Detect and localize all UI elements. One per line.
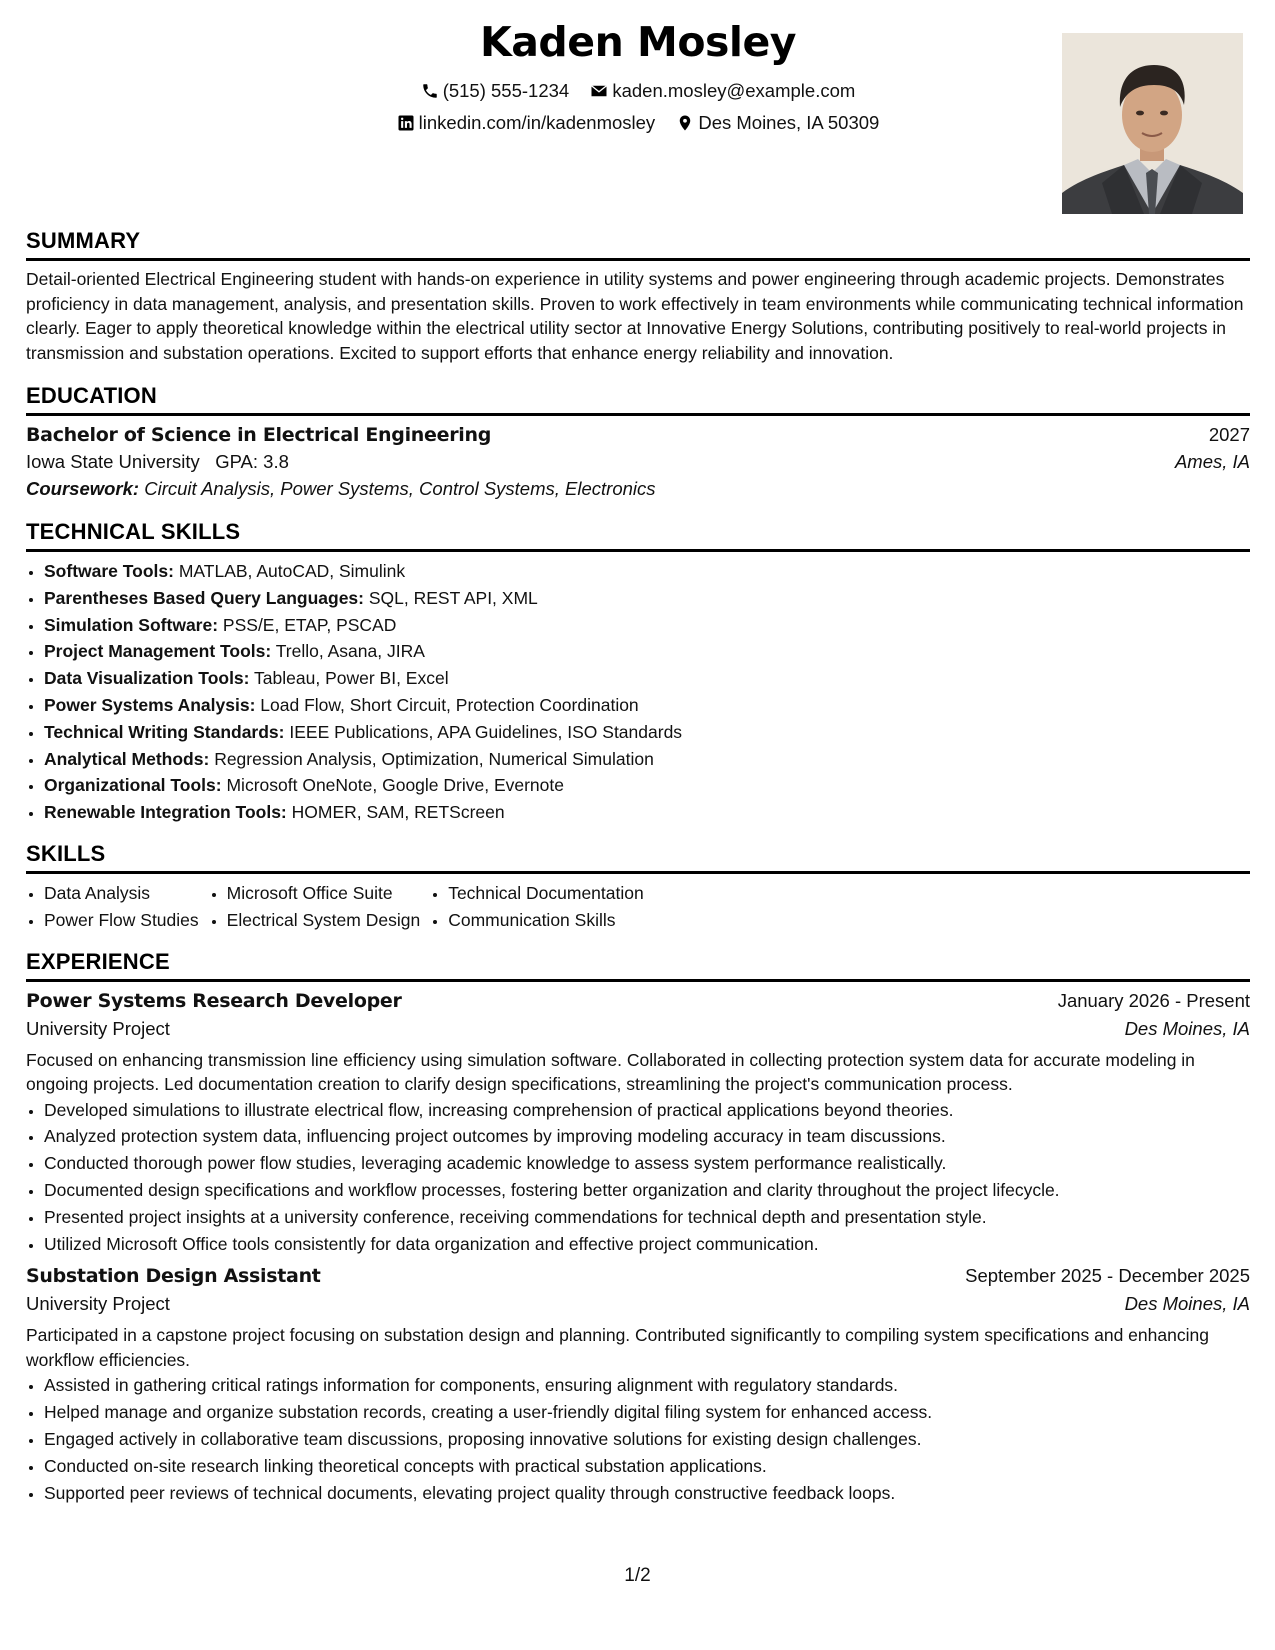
job-bullet: • Developed simulations to illustrate electrical flow, increasing comprehension of practical applications beyond theories.: [44, 1097, 1250, 1124]
job-location: Des Moines, IA: [1124, 1293, 1250, 1315]
job-summary: Focused on enhancing transmission line efficiency using simulation software. Collaborated in collecting protection system data for accurate modeling in ongoing projects. Led documentation creation to clarify design specifications, streamlining the project's communication process.: [26, 1049, 1195, 1095]
job-title: Substation Design Assistant: [26, 1265, 321, 1288]
skill-value: Tableau, Power BI, Excel: [254, 668, 449, 689]
job-bullets: [26, 1372, 1250, 1506]
technical-skills-heading: TECHNICAL SKILLS: [26, 519, 1250, 552]
skill-label: Renewable Integration Tools:: [44, 802, 287, 823]
school-info: [26, 451, 289, 473]
location-text: Des Moines, IA 50309: [698, 112, 880, 133]
coursework-list: Circuit Analysis, Power Systems, Control Systems, Electronics: [144, 478, 656, 499]
resume-header: [26, 0, 1250, 228]
skill-label: Data Visualization Tools:: [44, 668, 250, 689]
job-bullet: • Assisted in gathering critical ratings information for components, ensuring alignment with regulatory standards.: [44, 1372, 1250, 1399]
skill-item: • Power Flow Studies: [44, 907, 199, 934]
job-summary: Participated in a capstone project focusing on substation design and planning. Contributed significantly to compiling system specifications and enhancing workflow efficiencies.: [26, 1325, 1209, 1370]
experience-heading: EXPERIENCE: [26, 949, 1250, 982]
job-title: Power Systems Research Developer: [26, 989, 402, 1012]
job-entry: [26, 1265, 1250, 1506]
job-org-row: [26, 1293, 1250, 1315]
skill-label: Organizational Tools:: [44, 775, 222, 796]
technical-skill-item: [44, 638, 1250, 665]
coursework-line: [26, 478, 1250, 500]
phone-text: (515) 555-1234: [442, 80, 570, 101]
skill-item: • Communication Skills: [448, 907, 644, 934]
summary-text: Detail-oriented Electrical Engineering student with hands-on experience in utility systems and power engineering through academic projects. Demonstrates proficiency in data management, analysis, and presentation skills. Proven to work effectively in team environments while communicating technical information clearly. Eager to apply theoretical knowledge within the electrical utility sector at Innovative Energy Solutions, contributing positively to real-world projects in transmission and substation operations. Excited to support efforts that enhance energy reliability and innovation.: [26, 269, 1244, 363]
skill-value: Regression Analysis, Optimization, Numerical Simulation: [214, 748, 654, 769]
skill-label: Simulation Software:: [44, 614, 219, 635]
education-school-row: [26, 451, 1250, 473]
page-number: 1/2: [624, 1565, 651, 1586]
job-org: University Project: [26, 1017, 170, 1039]
job-title-row: [26, 990, 1250, 1012]
candidate-name: Kaden Mosley: [479, 18, 796, 66]
job-dates: January 2026 - Present: [1057, 989, 1250, 1011]
skill-value: IEEE Publications, APA Guidelines, ISO Standards: [289, 721, 683, 742]
technical-skill-item: [44, 612, 1250, 639]
gpa: GPA: 3.8: [215, 451, 289, 472]
job-bullet: • Analyzed protection system data, influencing project outcomes by improving modeling accuracy in team discussions.: [44, 1123, 1250, 1150]
skills-heading: SKILLS: [26, 841, 1250, 874]
technical-skill-item: [44, 746, 1250, 773]
job-bullet: • Helped manage and organize substation records, creating a user-friendly digital filing system for enhanced access.: [44, 1399, 1250, 1426]
skill-value: Microsoft OneNote, Google Drive, Evernote: [226, 775, 564, 796]
skill-value: Load Flow, Short Circuit, Protection Coordination: [260, 694, 639, 715]
job-bullet: • Conducted thorough power flow studies, leveraging academic knowledge to assess system performance realistically.: [44, 1150, 1250, 1177]
skill-item: • Microsoft Office Suite: [227, 880, 421, 907]
job-org: University Project: [26, 1293, 170, 1315]
job-entry: [26, 990, 1250, 1258]
technical-skills-list: [26, 558, 1250, 826]
graduation-year: 2027: [1208, 424, 1250, 445]
technical-skill-item: [44, 558, 1250, 585]
resume-page: [26, 0, 1250, 1506]
envelope-icon: [590, 82, 608, 100]
school-location: Ames, IA: [1174, 451, 1250, 472]
summary-heading: SUMMARY: [26, 228, 1250, 261]
skill-value: PSS/E, ETAP, PSCAD: [222, 614, 397, 635]
job-bullet: • Utilized Microsoft Office tools consistently for data organization and effective project communication.: [44, 1231, 1250, 1258]
technical-skill-item: [44, 719, 1250, 746]
technical-skill-item: [44, 772, 1250, 799]
contact-email[interactable]: [590, 80, 855, 102]
education-heading: EDUCATION: [26, 383, 1250, 416]
skill-label: Project Management Tools:: [44, 641, 272, 662]
skill-label: Software Tools:: [44, 561, 174, 581]
skill-item: • Electrical System Design: [227, 907, 421, 934]
contact-linkedin[interactable]: [397, 112, 656, 134]
degree-title: Bachelor of Science in Electrical Engineering: [26, 424, 491, 446]
school-name: Iowa State University: [26, 451, 200, 472]
job-bullet: • Engaged actively in collaborative team discussions, proposing innovative solutions for existing design challenges.: [44, 1426, 1250, 1453]
portrait-illustration: [1062, 33, 1243, 214]
technical-skills-section: [26, 519, 1250, 826]
skill-item: • Technical Documentation: [448, 880, 644, 907]
technical-skill-item: [44, 585, 1250, 612]
summary-section: [26, 228, 1250, 365]
education-section: [26, 383, 1250, 500]
skill-value: SQL, REST API, XML: [368, 587, 538, 608]
job-bullet: • Presented project insights at a university conference, receiving commendations for technical depth and presentation style.: [44, 1204, 1250, 1231]
phone-icon: [421, 82, 439, 100]
job-location: Des Moines, IA: [1124, 1017, 1250, 1039]
job-bullet: • Conducted on-site research linking theoretical concepts with practical substation applications.: [44, 1453, 1250, 1480]
technical-skill-item: [44, 799, 1250, 826]
job-bullet: • Documented design specifications and workflow processes, fostering better organization and clarity throughout the project lifecycle.: [44, 1177, 1250, 1204]
technical-skill-item: [44, 692, 1250, 719]
job-bullets: [26, 1097, 1250, 1258]
skills-grid: [26, 880, 1250, 934]
skills-column-2: [209, 880, 421, 934]
contact-phone[interactable]: [421, 80, 570, 102]
job-org-row: [26, 1018, 1250, 1040]
skills-column-3: [430, 880, 644, 934]
skill-label: Technical Writing Standards:: [44, 721, 285, 742]
experience-section: [26, 949, 1250, 1507]
skill-value: Trello, Asana, JIRA: [275, 641, 425, 662]
map-pin-icon: [676, 114, 694, 132]
technical-skill-item: [44, 665, 1250, 692]
linkedin-text: linkedin.com/in/kadenmosley: [418, 112, 656, 133]
linkedin-icon: [397, 114, 415, 132]
job-bullet: • Supported peer reviews of technical documents, elevating project quality through constructive feedback loops.: [44, 1480, 1250, 1507]
profile-photo: [1062, 33, 1243, 214]
skill-label: Parentheses Based Query Languages:: [44, 587, 364, 608]
job-dates: September 2025 - December 2025: [965, 1265, 1250, 1287]
job-title-row: [26, 1265, 1250, 1287]
contact-location: [676, 112, 879, 134]
skills-column-1: [26, 880, 199, 934]
skill-value: MATLAB, AutoCAD, Simulink: [178, 561, 406, 581]
skills-section: [26, 841, 1250, 934]
email-text: kaden.mosley@example.com: [612, 80, 856, 101]
skill-value: HOMER, SAM, RETScreen: [291, 802, 505, 823]
skill-label: Power Systems Analysis:: [44, 694, 256, 715]
skill-item: • Data Analysis: [44, 880, 199, 907]
skill-label: Analytical Methods:: [44, 748, 210, 769]
education-degree-row: [26, 424, 1250, 446]
coursework-label: Coursework:: [26, 478, 140, 499]
